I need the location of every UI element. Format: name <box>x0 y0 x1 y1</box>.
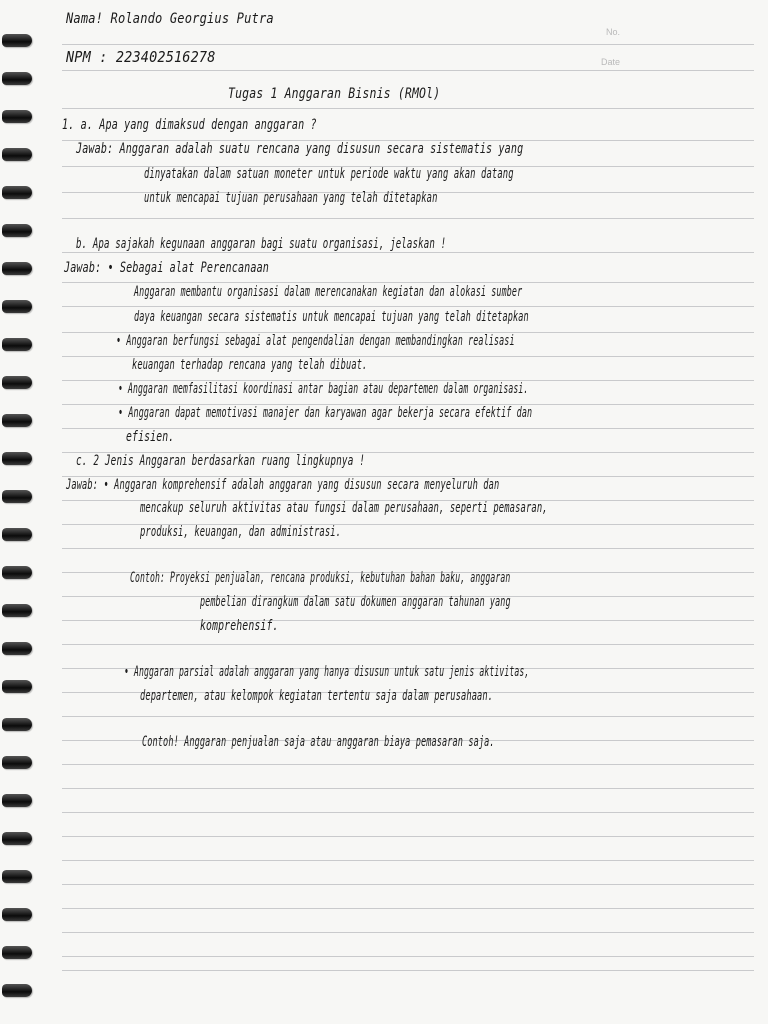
rule-line <box>62 282 754 283</box>
student-name: Nama! Rolando Georgius Putra <box>66 11 274 27</box>
rule-line <box>62 70 754 71</box>
rule-line <box>62 788 754 789</box>
rule-line <box>62 306 754 307</box>
example-line: komprehensif. <box>200 618 279 634</box>
answer-line: efisien. <box>126 429 175 445</box>
rule-line <box>62 956 754 957</box>
answer-line: Anggaran membantu organisasi dalam merencanakan kegiatan dan alokasi sumber <box>134 284 523 300</box>
question-1b: b. Apa sajakah kegunaan anggaran bagi suatu organisasi, jelaskan ! <box>76 236 447 252</box>
rule-line <box>62 970 754 971</box>
rule-line <box>62 108 754 109</box>
answer-line: dinyatakan dalam satuan moneter untuk periode waktu yang akan datang <box>144 166 514 182</box>
rule-line <box>62 884 754 885</box>
answer-line: Jawab: • Sebagai alat Perencanaan <box>64 260 270 276</box>
answer-line: keuangan terhadap rencana yang telah dibuat. <box>132 357 368 373</box>
date-label: Date <box>600 57 620 67</box>
rule-line <box>62 620 754 621</box>
question-1c: c. 2 Jenis Anggaran berdasarkan ruang lingkupnya ! <box>76 453 366 469</box>
rule-line <box>62 252 754 253</box>
rule-line <box>62 764 754 765</box>
answer-line: produksi, keuangan, dan administrasi. <box>140 524 342 540</box>
answer-line: Jawab: Anggaran adalah suatu rencana yang disusun secara sistematis yang <box>76 141 524 157</box>
rule-line <box>62 908 754 909</box>
answer-line: • Anggaran memfasilitasi koordinasi antar bagian atau departemen dalam organisasi. <box>118 381 529 397</box>
answer-line: • Anggaran dapat memotivasi manajer dan karyawan agar bekerja secara efektif dan <box>118 405 533 421</box>
answer-line: Jawab: • Anggaran komprehensif adalah anggaran yang disusun secara menyeluruh dan <box>66 477 500 493</box>
rule-line <box>62 836 754 837</box>
rule-line <box>62 218 754 219</box>
rule-line <box>62 44 754 45</box>
answer-line: • Anggaran berfungsi sebagai alat pengendalian dengan membandingkan realisasi <box>116 333 515 349</box>
rule-line <box>62 644 754 645</box>
example-line: Contoh! Anggaran penjualan saja atau anggaran biaya pemasaran saja. <box>142 734 495 750</box>
no-label: No. <box>605 27 620 37</box>
answer-line: mencakup seluruh aktivitas atau fungsi dalam perusahaan, seperti pemasaran, <box>140 500 548 516</box>
rule-line <box>62 860 754 861</box>
student-npm: NPM : 223402516278 <box>66 48 216 66</box>
rule-line <box>62 716 754 717</box>
answer-line: departemen, atau kelompok kegiatan tertentu saja dalam perusahaan. <box>140 688 494 704</box>
example-line: Contoh: Proyeksi penjualan, rencana produksi, kebutuhan bahan baku, anggaran <box>130 570 511 586</box>
question-1a: 1. a. Apa yang dimaksud dengan anggaran ? <box>62 117 317 133</box>
answer-line: daya keuangan secara sistematis untuk mencapai tujuan yang telah ditetapkan <box>134 309 529 325</box>
answer-line: • Anggaran parsial adalah anggaran yang hanya disusun untuk satu jenis aktivitas, <box>124 664 530 680</box>
rule-line <box>62 932 754 933</box>
rule-line <box>62 812 754 813</box>
example-line: pembelian dirangkum dalam satu dokumen anggaran tahunan yang <box>200 594 511 610</box>
answer-line: untuk mencapai tujuan perusahaan yang telah ditetapkan <box>144 190 438 206</box>
rule-line <box>62 548 754 549</box>
page-title: Tugas 1 Anggaran Bisnis (RMOl) <box>228 86 441 102</box>
